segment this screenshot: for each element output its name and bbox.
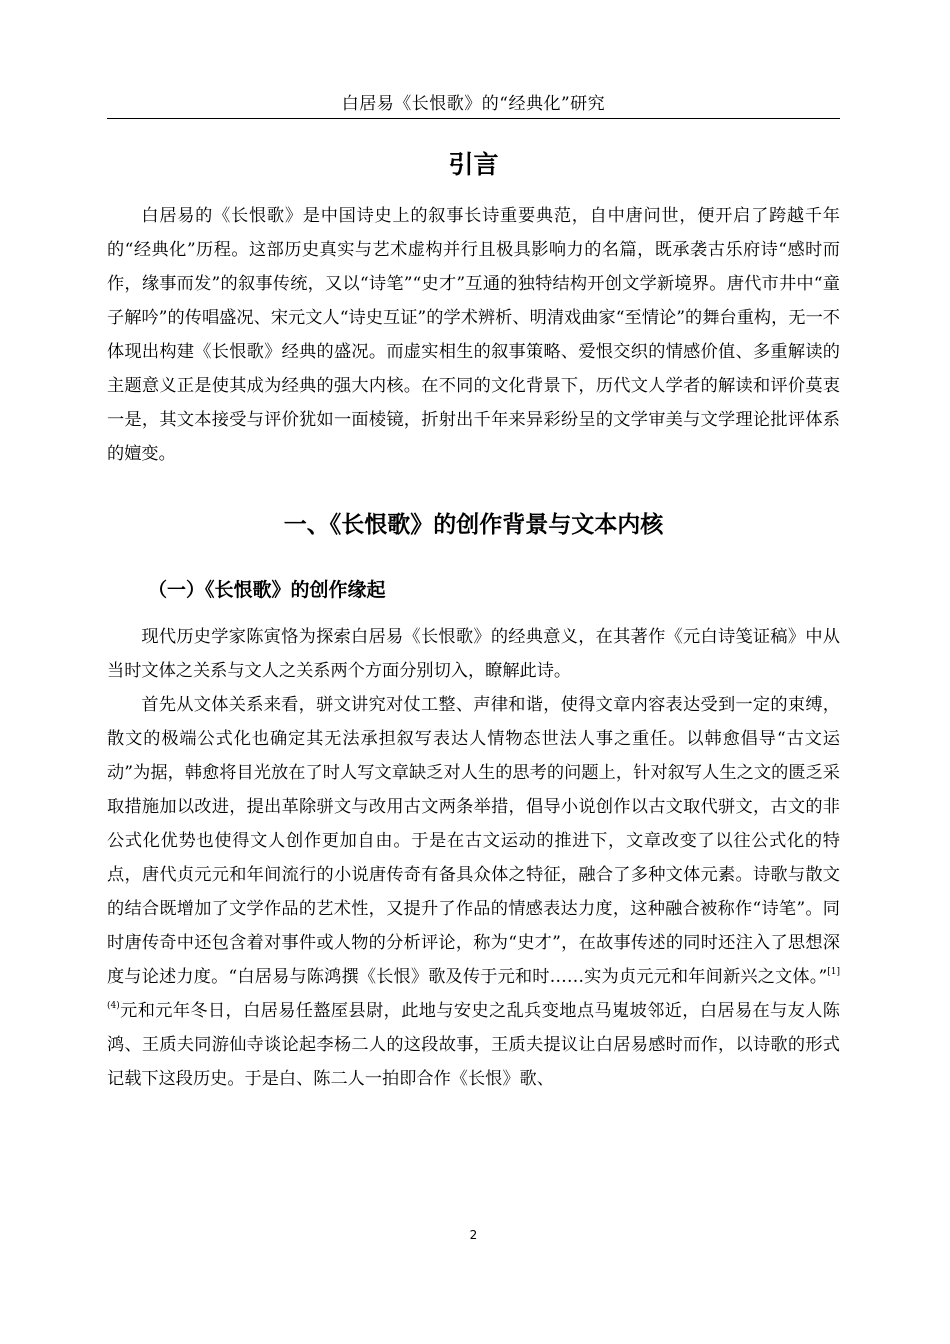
running-header: 白居易《长恨歌》的“经典化”研究 (341, 94, 606, 114)
body-paragraph-2-text-a: 首先从文体关系来看，骈文讲究对仗工整、声律和谐，使得文章内容表达受到一定的束缚，散文的极端公式化也确定其无法承担叙写表达人情物态世法人事之重任。以韩愈倡导“古文运动”为据，韩愈将目光放在了时人写文章缺乏对人生的思考的问题上，针对叙写人生之文的匮乏采取措施加以改进，提出革除骈文与改用古文两条举措，倡导小说创作以古文取代骈文，古文的非公式化优势也使得文人创作更加自由。于是在古文运动的推进下，文章改变了以往公式化的特点，唐代贞元元和年间流行的小说唐传奇有备具众体之特征，融合了多种文体元素。诗歌与散文的结合既增加了文学作品的艺术性，又提升了作品的情感表达力度，这种融合被称作“诗笔”。同时唐传奇中还包含着对事件或人物的分析评论，称为“史才”，在故事传述的同时还注入了思想深度与论述力度。“白居易与陈鸿撰《长恨》歌及传于元和时……实为贞元元和年间新兴之文体。” (107, 695, 840, 987)
body-paragraph-1: 现代历史学家陈寅恪为探索白居易《长恨歌》的经典意义，在其著作《元白诗笺证稿》中从当时文体之关系与文人之关系两个方面分别切入，瞭解此诗。 (107, 627, 840, 681)
page-number: 2 (469, 1228, 478, 1242)
body-paragraph-2-text-b: 元和元年冬日，白居易任盩厔县尉，此地与安史之乱兵变地点马嵬坡邻近，白居易在与友人陈鸿、王质夫同游仙寺谈论起李杨二人的这段故事，王质夫提议让白居易感时而作，以诗歌的形式记载下这段历史。于是白、陈二人一拍即合作《长恨》歌、 (107, 1001, 840, 1089)
introduction-paragraph: 白居易的《长恨歌》是中国诗史上的叙事长诗重要典范，自中唐问世，便开启了跨越千年的“经典化”历程。这部历史真实与艺术虚构并行且极具影响力的名篇，既承袭古乐府诗“感时而作，缘事而发”的叙事传统，又以“诗笔”“史才”互通的独特结构开创文学新境界。唐代市井中“童子解吟”的传唱盛况、宋元文人“诗史互证”的学术辨析、明清戏曲家“至情论”的舞台重构，无一不体现出构建《长恨歌》经典的盛况。而虚实相生的叙事策略、爱恨交织的情感价值、多重解读的主题意义正是使其成为经典的强大内核。在不同的文化背景下，历代文人学者的解读和评价莫衷一是，其文本接受与评价犹如一面棱镜，折射出千年来异彩纷呈的文学审美与文学理论批评体系的嬗变。 (107, 206, 840, 464)
body-paragraph-2 (107, 688, 840, 1096)
subsection-1-heading: （一）《长恨歌》的创作缘起 (148, 579, 386, 601)
section-1-heading: 一、《长恨歌》的创作背景与文本内核 (283, 512, 664, 538)
introduction-heading: 引言 (448, 150, 499, 179)
header-divider (107, 118, 840, 119)
citation-reference: [1] (4) (107, 967, 840, 1011)
